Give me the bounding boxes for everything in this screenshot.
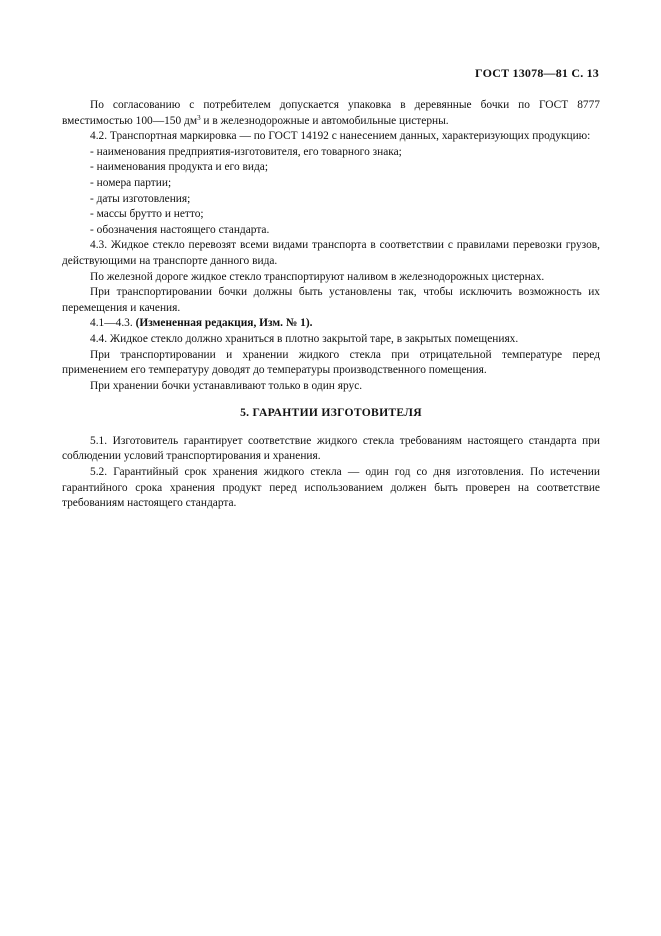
paragraph-rail: По железной дороге жидкое стекло транспортируют наливом в железнодорожных цистернах.	[90, 270, 545, 283]
paragraph-tier: При хранении бочки устанавливают только в один ярус.	[90, 379, 363, 392]
paragraph-4-4: 4.4. Жидкое стекло должно храниться в плотно закрытой таре, в закрытых помещениях.	[90, 332, 519, 345]
paragraph-packing	[62, 98, 600, 129]
packing-superscript: 3	[197, 113, 201, 122]
marking-item: - даты изготовления;	[90, 192, 191, 205]
marking-item: - номера партии;	[90, 176, 172, 189]
packing-text-a: По согласованию с потребителем допускается упаковка в деревянные бочки по ГОСТ 8777 вместимостью 100—150 дм	[62, 99, 600, 127]
paragraph-4-3: 4.3. Жидкое стекло перевозят всеми видами транспорта в соответствии с правилами перевозки грузов, действующими на транспорте данного вида.	[62, 239, 600, 267]
marking-item: - массы брутто и нетто;	[90, 208, 204, 221]
marking-item: - обозначения настоящего стандарта.	[90, 223, 270, 236]
paragraph-barrels: При транспортировании бочки должны быть установлены так, чтобы исключить возможность их перемещения и качения.	[62, 286, 600, 314]
section-5-title: 5. ГАРАНТИИ ИЗГОТОВИТЕЛЯ	[240, 406, 422, 420]
page-header: ГОСТ 13078—81 С. 13	[475, 66, 599, 80]
packing-text-b: и в железнодорожные и автомобильные цистерны.	[200, 114, 449, 127]
marking-item: - наименования продукта и его вида;	[90, 161, 268, 174]
paragraph-4-2: 4.2. Транспортная маркировка — по ГОСТ 14192 с нанесением данных, характеризующих продукцию:	[90, 130, 591, 143]
document-body	[62, 98, 600, 512]
revision-ref: 4.1—4.3.	[90, 317, 136, 330]
paragraph-5-2: 5.2. Гарантийный срок хранения жидкого стекла — один год со дня изготовления. По истечении гарантийного срока хранения продукт перед использованием должен быть проверен на соответствие требованиям настоящего стандарта.	[62, 466, 600, 510]
revision-note: (Измененная редакция, Изм. № 1).	[135, 317, 313, 330]
paragraph-revision	[62, 316, 600, 332]
paragraph-5-1: 5.1. Изготовитель гарантирует соответствие жидкого стекла требованиям настоящего стандарта при соблюдении условий транспортирования и хранения.	[62, 434, 600, 463]
paragraph-negative-temp: При транспортировании и хранении жидкого стекла при отрицательной температуре перед применением его температуру доводят до температуры производственного помещения.	[62, 348, 600, 377]
marking-item: - наименования предприятия-изготовителя, его товарного знака;	[90, 145, 402, 158]
